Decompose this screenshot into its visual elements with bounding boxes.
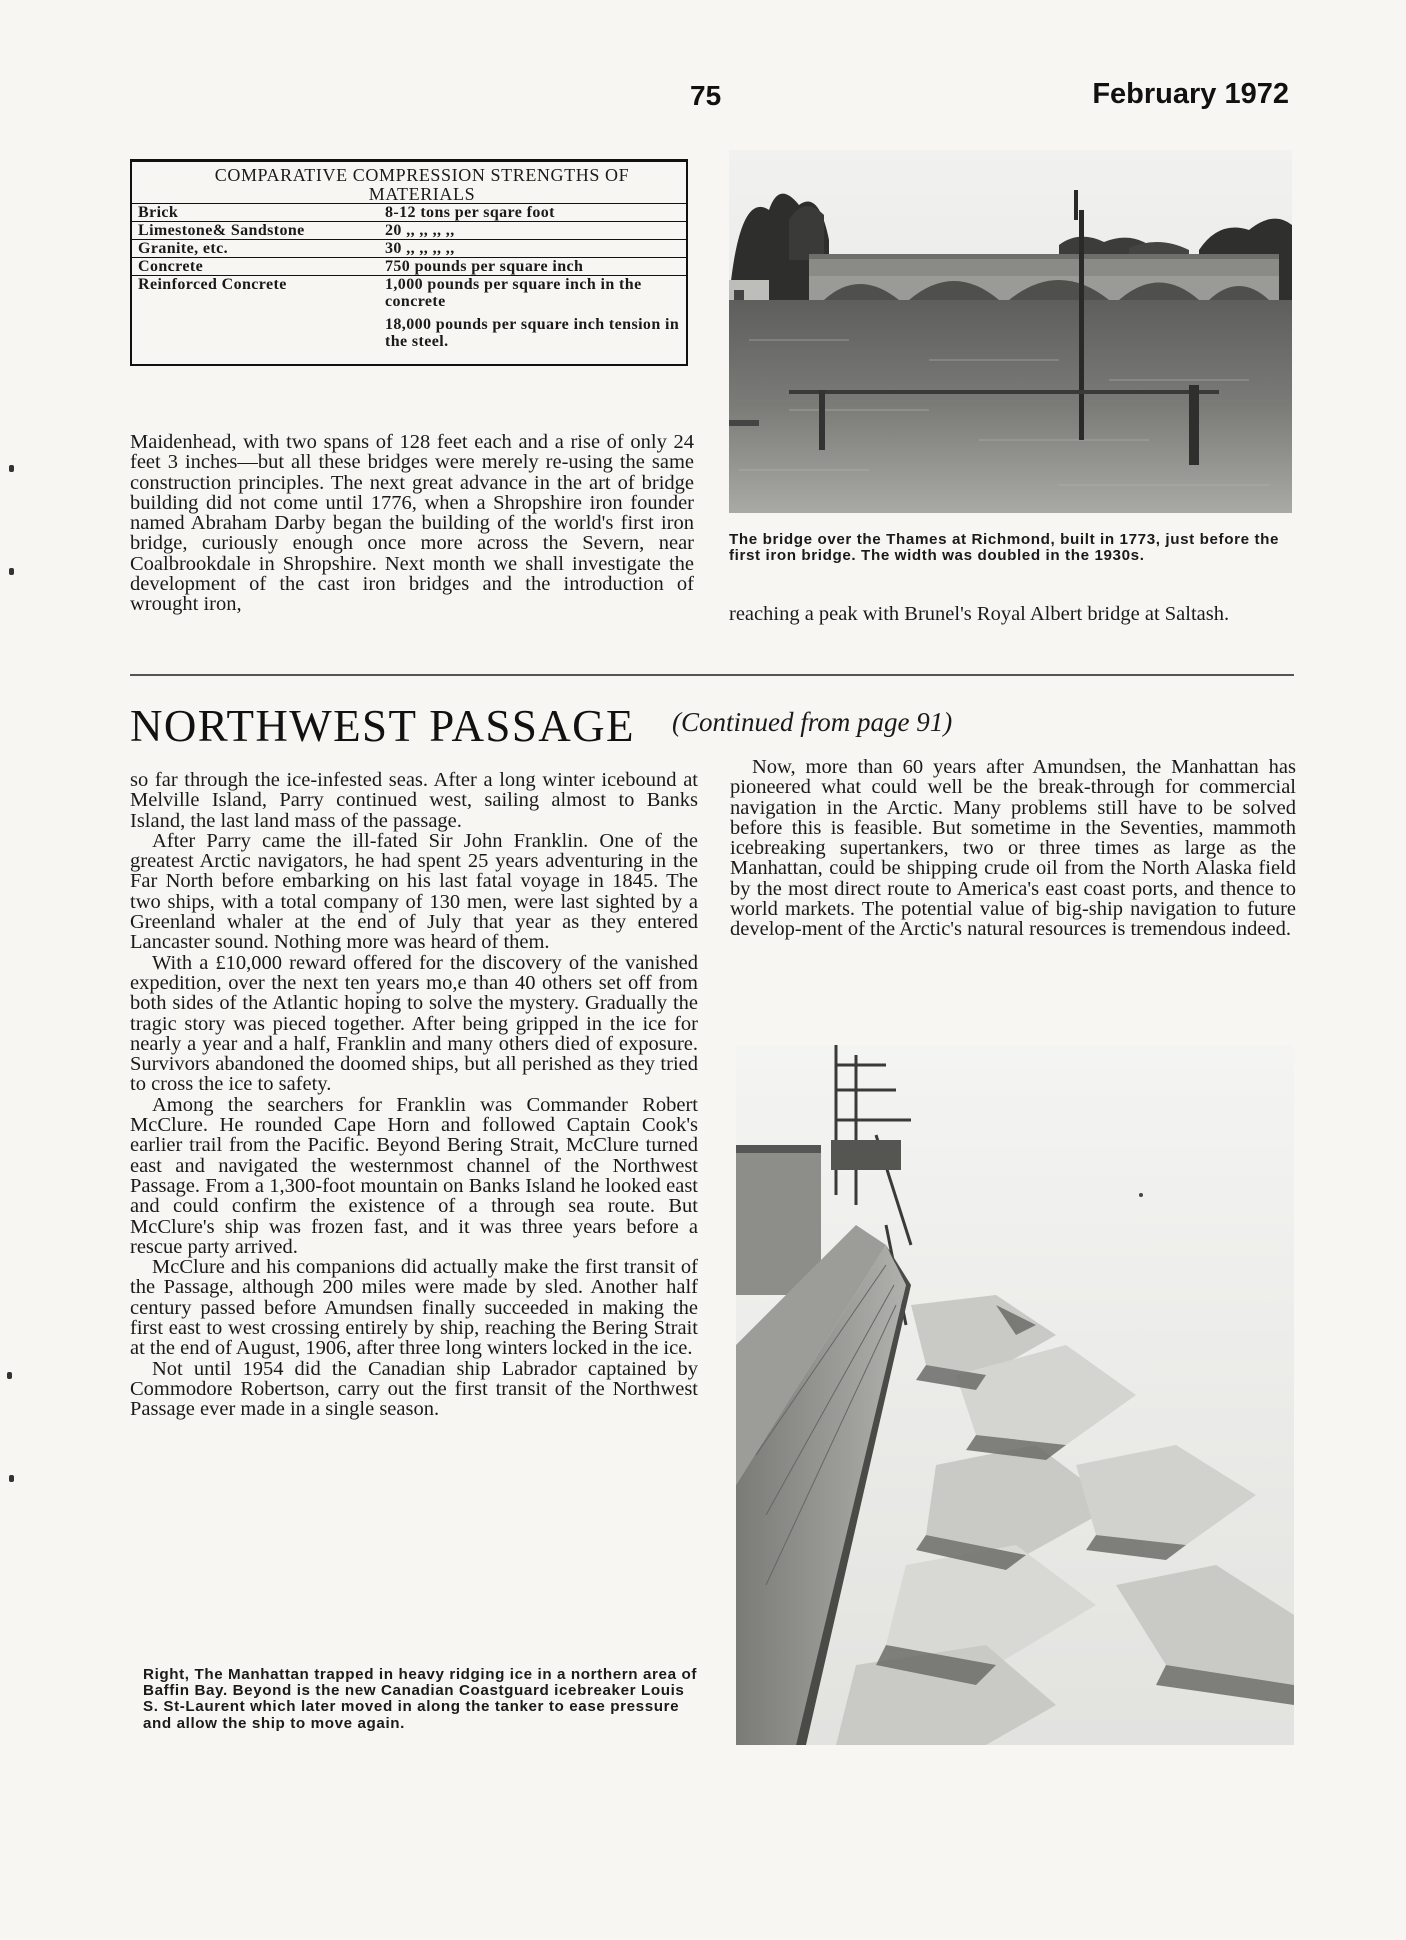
richmond-photo-caption: The bridge over the Thames at Richmond, built in 1773, just before the first iron bridge. The width was doubled in the 1930s. <box>729 531 1280 565</box>
table-row <box>132 203 686 221</box>
margin-mark <box>9 465 14 472</box>
issue-date: February 1972 <box>1092 78 1289 110</box>
table-cell-material: Reinforced Concrete <box>138 276 287 293</box>
table-row <box>132 275 686 310</box>
table-row <box>132 310 686 350</box>
table-cell-strength: 18,000 pounds per square inch tension in the steel. <box>385 316 680 350</box>
section-divider <box>130 674 1294 676</box>
table-cell-strength: 30 ,, ,, ,, ,, <box>385 240 455 257</box>
paragraph: McClure and his companions did actually make the first transit of the Passage, although 200 miles were made by sled. Another half century passed before Amundsen finally succeeded in making the first east to west crossing entirely by ship, reaching the Bering Strait at the end of August, 1906, after three long winters locked in the ice. <box>130 1256 698 1360</box>
table-cell-material: Granite, etc. <box>138 240 229 257</box>
bridge-article-continuation <box>729 604 1295 624</box>
table-row <box>132 221 686 239</box>
compression-strength-table <box>130 159 688 366</box>
table-row <box>132 257 686 275</box>
paragraph: Among the searchers for Franklin was Commander Robert McClure. He rounded Cape Horn and followed Captain Cook's earlier trail from the Pacific. Beyond Bering Strait, McClure turned east and navigated the westernmost channel of the Northwest Passage. From a 1,300-foot mountain on Banks Island he looked east and could confirm the existence of a through sea route. But McClure's ship was frozen fast, and it was three years before a rescue party arrived. <box>130 1093 698 1258</box>
paragraph: Not until 1954 did the Canadian ship Labrador captained by Commodore Robertson, carry out the first transit of the Northwest Passage ever made in a single season. <box>130 1357 698 1421</box>
paragraph: Now, more than 60 years after Amundsen, the Manhattan has pioneered what could well be the break-through for commercial navigation in the Arctic. Many problems still have to be solved before this is feasible. But sometime in the Seventies, mammoth icebreaking supertankers, two or three times as large as the Manhattan, could be shipping crude oil from the North Alaska field by the most direct route to America's east coast ports, and thence to world markets. The potential value of big-ship navigation to future develop-ment of the Arctic's natural resources is tremendous indeed. <box>730 756 1296 941</box>
paragraph: After Parry came the ill-fated Sir John Franklin. One of the greatest Arctic navigators, he had spent 25 years adventuring in the Far North before embarking on his last fatal voyage in 1845. The two ships, with a total company of 130 men, were last sighted by a Greenland whaler at the end of July that year as they entered Lancaster sound. Nothing more was heard of them. <box>130 829 698 954</box>
table-cell-strength: 8-12 tons per sqare foot <box>385 204 555 221</box>
bridge-article-right-paragraph: reaching a peak with Brunel's Royal Albert bridge at Saltash. <box>729 603 1230 625</box>
table-cell-material <box>132 316 375 350</box>
margin-mark <box>7 1372 12 1379</box>
page-number: 75 <box>690 80 722 111</box>
paragraph: With a £10,000 reward offered for the discovery of the vanished expedition, over the next ten years mo,e than 40 others set off from both sides of the Atlantic hoping to solve the mystery. Gradually the tragic story was pieced together. After being gripped in the ice for nearly a year and a half, Franklin and many others died of exposure. Survivors abandoned the doomed ships, but all perished as they tried to cross the ice to safety. <box>130 951 698 1096</box>
northwest-right-column <box>730 757 1296 940</box>
table-row <box>132 239 686 257</box>
continued-note: (Continued from page 91) <box>672 707 953 737</box>
bridge-article-left-paragraph: Maidenhead, with two spans of 128 feet each and a rise of only 24 feet 3 inches—but all these bridges were merely re-using the same construction principles. The next great advance in the art of bridge building did not come until 1776, when a Shropshire iron founder named Abraham Darby began the building of the world's first iron bridge, curiously enough once more across the Severn, near Coalbrookdale in Shropshire. Next month we shall investigate the development of the cast iron bridges and the introduction of wrought iron, <box>130 431 694 616</box>
margin-mark <box>9 1475 14 1482</box>
table-cell-material: Brick <box>138 204 179 221</box>
table-cell-material: Concrete <box>138 258 204 275</box>
table-cell-material: Limestone& Sandstone <box>138 222 305 239</box>
bridge-article-text <box>130 432 694 615</box>
margin-mark <box>9 568 14 575</box>
richmond-bridge-photo <box>729 150 1292 513</box>
table-cell-strength: 750 pounds per square inch <box>385 258 584 275</box>
manhattan-ice-photo <box>736 1045 1294 1745</box>
section-title: NORTHWEST PASSAGE <box>130 701 635 751</box>
table-cell-strength: 1,000 pounds per square inch in the concrete <box>385 276 642 310</box>
table-caption: COMPARATIVE COMPRESSION STRENGTHS OF MATERIALS <box>214 165 630 204</box>
manhattan-photo-caption: Right, The Manhattan trapped in heavy ridging ice in a northern area of Baffin Bay. Beyond is the new Canadian Coastguard icebreaker Louis S. St-Laurent which later moved in along the tanker to ease pressure and allow the ship to move again. <box>143 1666 697 1732</box>
table-cell-strength: 20 ,, ,, ,, ,, <box>385 222 455 239</box>
paragraph: so far through the ice-infested seas. After a long winter icebound at Melville Island, Parry continued west, sailing almost to Banks Island, the last land mass of the passage. <box>130 769 698 832</box>
northwest-left-column <box>130 770 698 1420</box>
